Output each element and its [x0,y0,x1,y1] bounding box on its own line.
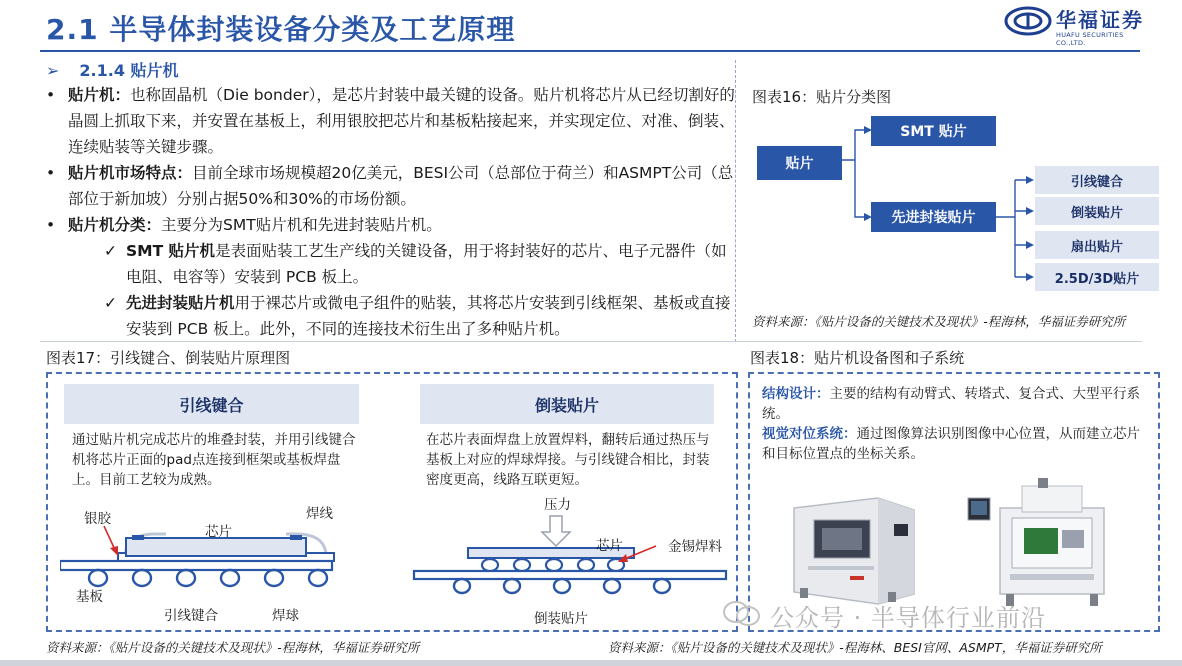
flip-chip-header: 倒装贴片 [420,384,714,424]
wire-bond-header: 引线键合 [64,384,359,424]
bullet-list [46,82,736,342]
label-chip: 芯片 [205,524,232,540]
fig18-text [762,384,1146,464]
flip-chip-desc: 在芯片表面焊盘上放置焊料，翻转后通过热压与基板上对应的焊球焊接。与引线键合相比，封装密度更高，线路互联更短。 [426,432,710,488]
struct-design-lead: 结构设计： [762,386,830,402]
wire-bond-desc: 通过贴片机完成芯片的堆叠封装，并用引线键合机将芯片正面的pad点连接到框架或基板焊盘上。目前工艺较为成熟。 [72,432,356,488]
label-substrate: 基板 [76,589,103,605]
logo-text-cn: 华福证券 [1056,8,1144,32]
bullet-text: 也称固晶机（Die bonder），是芯片封装中最关键的设备。贴片机将芯片从已经切割好的晶圆上抓取下来，并安置在基板上，利用银胶把芯片和基板粘接起来，并实现定位、对准、倒装、连续贴装等关键步骤。 [68,86,735,156]
vision-lead: 视觉对位系统： [762,426,857,442]
fig16-leaf-box: 2.5D/3D贴片 [1035,263,1159,291]
footer-bar [0,660,1182,666]
fig17-title: 图表17：引线键合、倒装贴片原理图 [46,349,291,367]
fig17-source: 资料来源：《贴片设备的关键技术及现状》-程海林，华福证券研究所 [46,640,420,655]
fig16-leaf-box: 倒装贴片 [1035,197,1159,225]
section-heading [46,58,179,81]
struct-design-text: 主要的结构有动臂式、转塔式、复合式、大型平行系统。 [762,386,1140,422]
bullet-item [46,82,736,160]
sub-bullet-text: 是表面贴装工艺生产线的关键设备，用于将封装好的芯片、电子元器件（如电阻、电容等）安装到 PCB 板上。 [126,242,727,286]
fig16-leaf-box: 引线键合 [1035,166,1159,194]
logo-text-en: HUAFU SECURITIES CO.,LTD. [1056,31,1124,47]
fig16-smt-box: SMT 贴片 [871,116,996,146]
bullet-dot-icon: • [46,164,56,182]
vision-row [762,424,1146,464]
label-flip-chip: 倒装贴片 [534,611,588,627]
label-flip-chip-chip: 芯片 [596,538,623,554]
check-icon: ✓ [104,294,117,312]
fig16-adv-box: 先进封装贴片 [871,202,996,232]
bullet-item [46,160,736,212]
bullet-item [46,212,736,238]
fig16-title: 图表16：贴片分类图 [752,88,892,106]
bullet-text: 目前全球市场规模超20亿美元，BESI公司（总部位于荷兰）和ASMPT公司（总部位于新加坡）分别占据50%和30%的市场份额。 [68,164,734,208]
sub-bullet-item [46,290,736,342]
die-bonder-machine-image [780,488,930,608]
fig18-title: 图表18：贴片机设备图和子系统 [750,349,965,367]
label-au-sn-solder: 金锡焊料 [668,539,722,555]
bullet-dot-icon: • [46,86,56,104]
vision-text: 通过图像算法识别图像中心位置，从而建立芯片和目标位置点的坐标关系。 [762,426,1140,462]
bullet-text: 主要分为SMT贴片机和先进封装贴片机。 [161,216,442,234]
fig16-root-box: 贴片 [757,146,842,180]
company-logo [1004,4,1154,47]
label-solder-ball: 焊球 [272,608,299,624]
page-title: 2.1 半导体封装设备分类及工艺原理 [46,13,516,46]
bullet-lead: 贴片机分类： [68,216,162,234]
column-divider [735,60,736,342]
sub-bullet-lead: 先进封装贴片机 [126,294,235,312]
fig18-source: 资料来源：《贴片设备的关键技术及现状》-程海林、BESI官网、ASMPT，华福证券研究所 [608,640,1102,655]
bullet-lead: 贴片机： [68,86,131,104]
watermark-label: 公众号 · 半导体行业前沿 [770,604,1046,632]
assembly-equipment-image [962,478,1130,612]
label-silver-glue: 银胶 [84,511,111,527]
flip-chip-diagram [410,510,732,605]
fig16-source: 资料来源：《贴片设备的关键技术及现状》-程海林，华福证券研究所 [752,314,1126,329]
bullet-dot-icon: • [46,216,56,234]
watermark-text [722,598,1046,633]
section-heading-label: 2.1.4 贴片机 [79,61,179,80]
sub-bullet-item [46,238,736,290]
label-pressure: 压力 [544,497,571,513]
sub-bullet-lead: SMT 贴片机 [126,242,216,260]
sub-bullet-text: 用于裸芯片或微电子组件的贴装，其将芯片安装到引线框架、基板或直接安装到 PCB 板上。此外，不同的连接技术衍生出了多种贴片机。 [126,294,731,338]
fig16-leaf-box: 扇出贴片 [1035,231,1159,259]
logo-mark-icon [1004,6,1052,36]
bullet-lead: 贴片机市场特点： [68,164,193,182]
horizontal-divider [40,341,1142,342]
arrow-icon: ➢ [46,61,60,80]
struct-design-row [762,384,1146,424]
header-divider [40,50,1140,52]
label-wire-bonding: 引线键合 [164,608,218,624]
label-bond-wire: 焊线 [306,506,333,522]
check-icon: ✓ [104,242,117,260]
